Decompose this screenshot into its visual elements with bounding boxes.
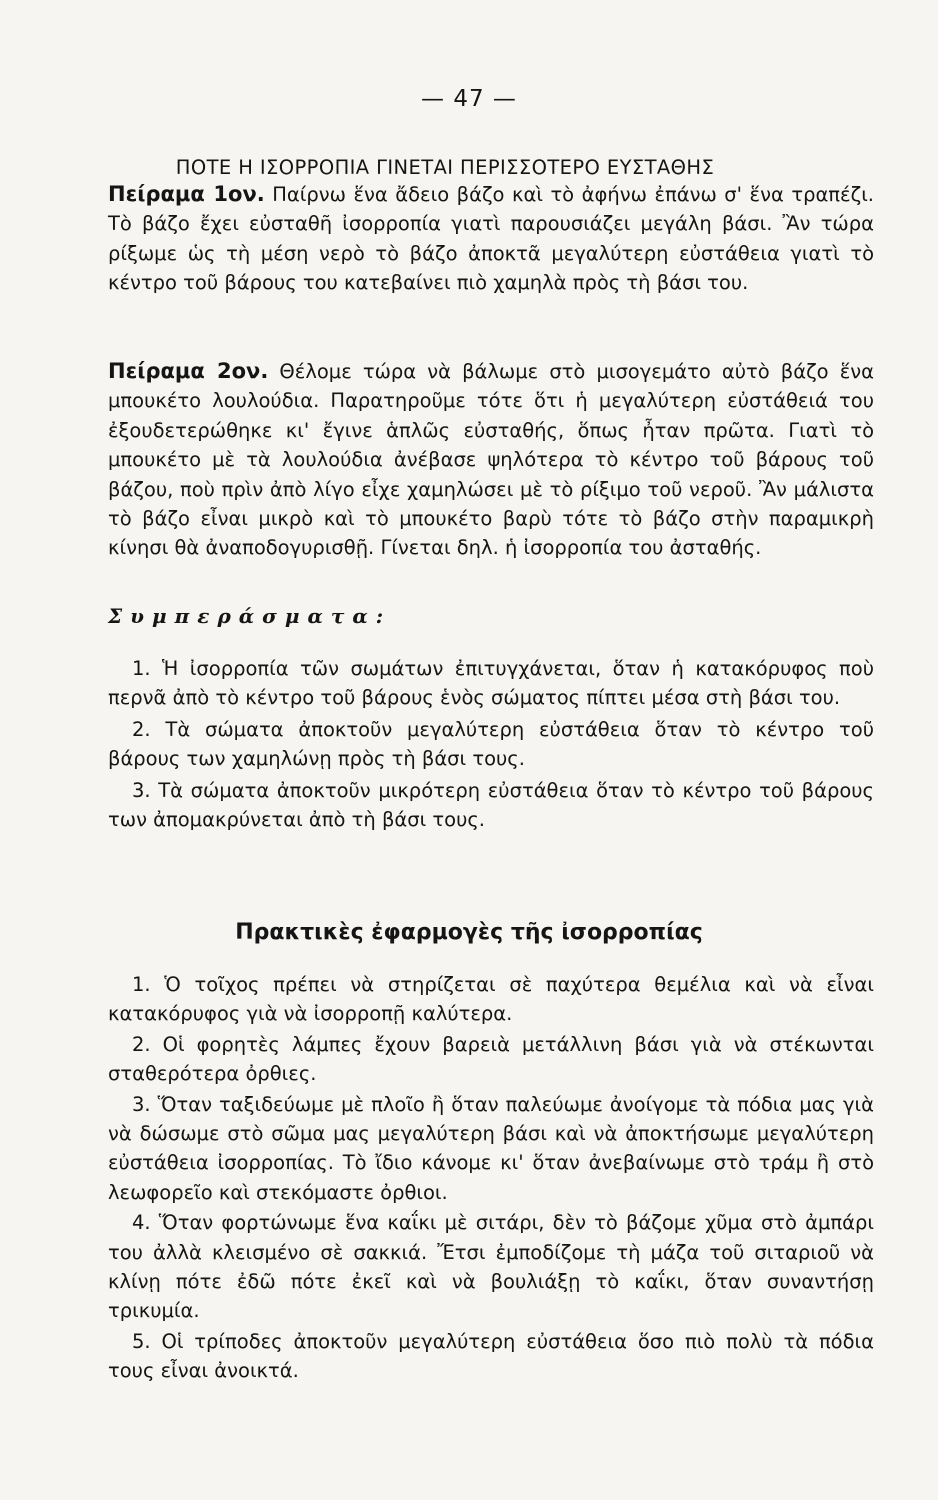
conclusion-item: 3. Τὰ σώματα ἀποκτοῦν μικρότερη εὐστάθεια ὅταν τὸ κέντρο τοῦ βάρους των ἀπομακρύνεται ἀπὸ τὴ βάσι τους. — [108, 778, 874, 832]
application-item: 3. Ὅταν ταξιδεύωμε μὲ πλοῖο ἢ ὅταν παλεύωμε ἀνοίγομε τὰ πόδια μας γιὰ νὰ δώσωμε στὸ σῶμα μας μεγαλύτερη βάσι καὶ νὰ ἀποκτήσωμε μεγαλύτερη εὐστάθεια ἰσορροπίας. Τὸ ἴδιο κάνομε κι' ὅταν ἀνεβαίνωμε στὸ τράμ ἢ στὸ λεωφορεῖο καὶ στεκόμαστε ὀρθιοι. — [108, 1092, 874, 1204]
conclusions-heading: Συμπεράσματα: — [108, 604, 392, 628]
experiment-2-label: Πείραμα 2ον. — [108, 359, 269, 383]
conclusion-item: 1. Ἡ ἰσορροπία τῶν σωμάτων ἐπιτυγχάνεται, ὅταν ἡ κατακόρυφος ποὺ περνᾶ ἀπὸ τὸ κέντρο τοῦ βάρους ἑνὸς σώματος πίπτει μέσα στὴ βάσι του. — [108, 657, 874, 710]
experiment-1-label: Πείραμα 1ον. — [108, 182, 265, 206]
conclusion-item: 2. Τὰ σώματα ἀποκτοῦν μεγαλύτερη εὐστάθεια ὅταν τὸ κέντρο τοῦ βάρους των χαμηλώνῃ πρὸς τὴ βάσι τους. — [108, 717, 874, 771]
applications-list — [108, 970, 874, 1386]
experiment-1-text: Παίρνω ἕνα ἄδειο βάζο καὶ τὸ ἀφήνω ἐπάνω σ' ἕνα τραπέζι. Τὸ βάζο ἔχει εὐσταθῆ ἰσορροπία γιατὶ παρουσιάζει μεγάλη βάσι. Ἂν τώρα ρίξωμε ὡς τὴ μέση νερὸ τὸ βάζο ἀποκτᾶ μεγαλύτερη εὐστάθεια γιατὶ τὸ κέντρο τοῦ βάρους του κατεβαίνει πιὸ χαμηλὰ πρὸς τὴ βάσι του. — [108, 183, 874, 295]
page-number: — 47 — — [421, 86, 517, 112]
experiment-2-paragraph — [108, 357, 874, 563]
application-item: 4. Ὅταν φορτώνωμε ἕνα καΐκι μὲ σιτάρι, δὲν τὸ βάζομε χῦμα στὸ ἀμπάρι του ἀλλὰ κλεισμένο σὲ σακκιά. Ἔτσι ἐμποδίζομε τὴ μάζα τοῦ σιταριοῦ νὰ κλίνῃ πότε ἐδῶ πότε ἐκεῖ καὶ νὰ βουλιάξῃ τὸ καΐκι, ὅταν συναντήσῃ τρικυμία. — [108, 1211, 874, 1323]
experiment-1-paragraph — [108, 180, 874, 298]
section-title: ΠΟΤΕ Η ΙΣΟΡΡΟΠΙΑ ΓΙΝΕΤΑΙ ΠΕΡΙΣΣΟΤΕΡΟ ΕΥΣΤΑΘΗΣ — [175, 156, 715, 179]
experiment-2 — [108, 357, 874, 563]
applications-heading: Πρακτικὲς ἐφαρμογὲς τῆς ἰσορροπίας — [235, 920, 703, 945]
experiment-1 — [108, 180, 874, 298]
application-item: 1. Ὁ τοῖχος πρέπει νὰ στηρίζεται σὲ παχύτερα θεμέλια καὶ νὰ εἶναι κατακόρυφος γιὰ νὰ ἰσορροπῇ καλύτερα. — [108, 973, 874, 1026]
application-item: 2. Οἱ φορητὲς λάμπες ἔχουν βαρειὰ μετάλλινη βάσι γιὰ νὰ στέκωνται σταθερότερα ὀρθιες. — [108, 1032, 874, 1086]
experiment-2-text: Θέλομε τώρα νὰ βάλωμε στὸ μισογεμάτο αὐτὸ βάζο ἕνα μπουκέτο λουλούδια. Παρατηροῦμε τότε ὅτι ἡ μεγαλύτερη εὐστάθειά του ἐξουδετερώθηκε κι' ἔγινε ἁπλῶς εὐσταθής, ὅπως ἦταν πρῶτα. Γιατὶ τὸ μπουκέτο μὲ τὰ λουλούδια ἀνέβασε ψηλότερα τὸ κέντρο τοῦ βάρους τοῦ βάζου, ποὺ πρὶν ἀπὸ λίγο εἶχε χαμηλώσει μὲ τὸ ρίξιμο τοῦ νεροῦ. Ἂν μάλιστα τὸ βάζο εἶναι μικρὸ καὶ τὸ μπουκέτο βαρὺ τότε τὸ βάζο στὴν παραμικρὴ κίνησι θὰ ἀναποδογυρισθῇ. Γίνεται δηλ. ἡ ἰσορροπία του ἀσταθής. — [108, 360, 874, 560]
conclusions-list — [108, 654, 874, 834]
application-item: 5. Οἱ τρίποδες ἀποκτοῦν μεγαλύτερη εὐστάθεια ὅσο πιὸ πολὺ τὰ πόδια τους εἶναι ἀνοικτά. — [108, 1329, 874, 1383]
